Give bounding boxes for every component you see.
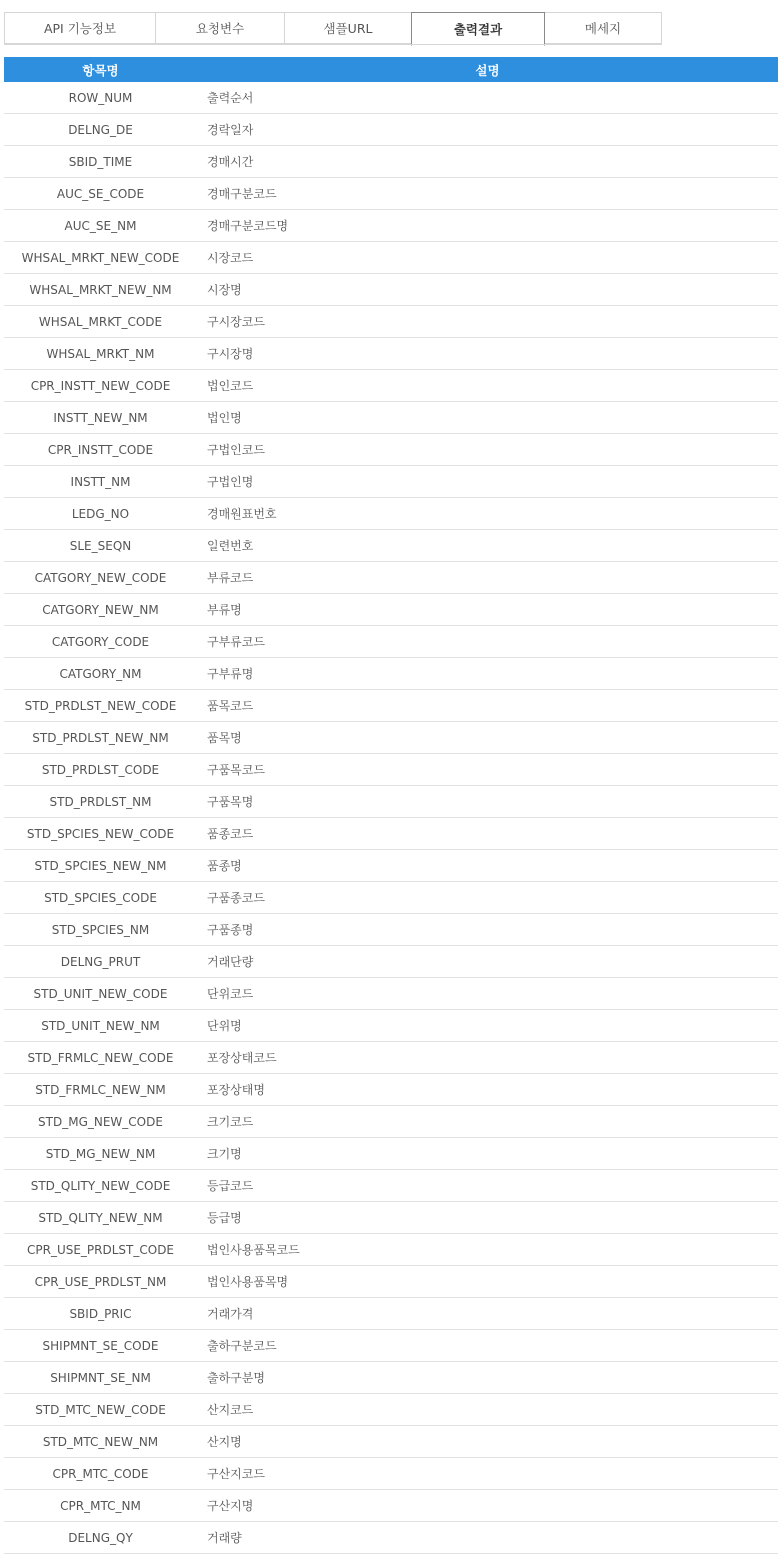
- tab-output-result[interactable]: 출력결과: [411, 12, 545, 46]
- description-cell: 구법인명: [207, 475, 254, 489]
- description-cell: 단위코드: [207, 987, 254, 1001]
- tab-message[interactable]: 메세지: [545, 12, 662, 44]
- description-cell: 구시장코드: [207, 315, 265, 329]
- description-cell: 등급코드: [207, 1179, 254, 1193]
- table-row: [4, 402, 778, 434]
- item-name-cell: STD_FRMLC_NEW_NM: [35, 1082, 166, 1097]
- table-row: [4, 1298, 778, 1330]
- description-cell: 포장상태코드: [207, 1051, 277, 1065]
- description-cell: 품목명: [207, 731, 242, 745]
- table-row: [4, 1490, 778, 1522]
- table-row: [4, 1074, 778, 1106]
- item-name-cell: STD_FRMLC_NEW_CODE: [27, 1050, 174, 1065]
- description-cell: 경매시간: [207, 155, 254, 169]
- item-name-cell: WHSAL_MRKT_NEW_NM: [29, 282, 172, 297]
- table-row: [4, 1042, 778, 1074]
- description-cell: 포장상태명: [207, 1083, 265, 1097]
- description-cell: 경매구분코드명: [207, 219, 289, 233]
- item-name-cell: DELNG_PRUT: [60, 954, 141, 969]
- table-row: [4, 1266, 778, 1298]
- description-cell: 부류코드: [207, 571, 254, 585]
- column-header-description: 설명: [475, 62, 500, 78]
- table-row: [4, 690, 778, 722]
- table-row: [4, 1202, 778, 1234]
- table-row: [4, 498, 778, 530]
- item-name-cell: STD_PRDLST_CODE: [41, 762, 160, 777]
- table-row: [4, 1458, 778, 1490]
- table-row: [4, 594, 778, 626]
- description-cell: 구법인코드: [207, 443, 265, 457]
- item-name-cell: CPR_MTC_NM: [60, 1498, 141, 1513]
- item-name-cell: CATGORY_CODE: [51, 634, 150, 649]
- table-row: [4, 146, 778, 178]
- item-name-cell: STD_UNIT_NEW_CODE: [33, 986, 168, 1001]
- item-name-cell: DELNG_DE: [68, 122, 133, 137]
- description-cell: 산지코드: [207, 1403, 254, 1417]
- description-cell: 구품목명: [207, 795, 254, 809]
- item-name-cell: STD_PRDLST_NEW_CODE: [24, 698, 177, 713]
- description-cell: 출하구분명: [207, 1371, 265, 1385]
- table-row: [4, 1106, 778, 1138]
- item-name-cell: SHIPMNT_SE_NM: [50, 1370, 151, 1385]
- table-row: [4, 658, 778, 690]
- table-row: [4, 1010, 778, 1042]
- description-cell: 출하구분코드: [207, 1339, 277, 1353]
- item-name-cell: STD_MTC_NEW_CODE: [35, 1402, 166, 1417]
- table-row: [4, 466, 778, 498]
- table-row: [4, 1362, 778, 1394]
- table-row: [4, 82, 778, 114]
- description-cell: 법인명: [207, 411, 242, 425]
- item-name-cell: INSTT_NM: [70, 474, 131, 489]
- item-name-cell: STD_QLITY_NEW_NM: [38, 1210, 163, 1225]
- item-name-cell: SBID_PRIC: [69, 1306, 132, 1321]
- table-body: [4, 82, 778, 1554]
- tab-api-info[interactable]: API 기능정보: [4, 12, 155, 44]
- description-cell: 산지명: [207, 1435, 242, 1449]
- table-row: [4, 242, 778, 274]
- tab-sample-url[interactable]: 샘플URL: [284, 12, 411, 44]
- description-cell: 크기명: [207, 1147, 242, 1161]
- description-cell: 구시장명: [207, 347, 254, 361]
- item-name-cell: WHSAL_MRKT_NEW_CODE: [21, 250, 180, 265]
- item-name-cell: STD_QLITY_NEW_CODE: [30, 1178, 171, 1193]
- description-cell: 법인코드: [207, 379, 254, 393]
- table-row: [4, 338, 778, 370]
- description-cell: 구품종명: [207, 923, 254, 937]
- table-row: [4, 1522, 778, 1554]
- description-cell: 구품목코드: [207, 763, 265, 777]
- item-name-cell: CATGORY_NEW_CODE: [34, 570, 167, 585]
- description-cell: 출력순서: [207, 91, 254, 105]
- item-name-cell: STD_PRDLST_NM: [49, 794, 152, 809]
- description-cell: 시장코드: [207, 251, 254, 265]
- description-cell: 구부류코드: [207, 635, 265, 649]
- description-cell: 크기코드: [207, 1115, 254, 1129]
- table-row: [4, 946, 778, 978]
- item-name-cell: CPR_MTC_CODE: [52, 1466, 149, 1481]
- tab-divider: [4, 44, 662, 45]
- description-cell: 품종코드: [207, 827, 254, 841]
- description-cell: 품종명: [207, 859, 242, 873]
- description-cell: 구품종코드: [207, 891, 265, 905]
- item-name-cell: WHSAL_MRKT_CODE: [38, 314, 163, 329]
- item-name-cell: CPR_USE_PRDLST_CODE: [26, 1242, 175, 1257]
- item-name-cell: STD_SPCIES_NEW_NM: [34, 858, 167, 873]
- description-cell: 거래단량: [207, 955, 254, 969]
- item-name-cell: SHIPMNT_SE_CODE: [42, 1338, 159, 1353]
- table-row: [4, 114, 778, 146]
- item-name-cell: AUC_SE_CODE: [56, 186, 145, 201]
- description-cell: 법인사용품목명: [207, 1275, 289, 1289]
- table-row: [4, 1394, 778, 1426]
- item-name-cell: CPR_INSTT_NEW_CODE: [30, 378, 171, 393]
- item-name-cell: SBID_TIME: [68, 154, 133, 169]
- item-name-cell: SLE_SEQN: [69, 538, 132, 553]
- description-cell: 품목코드: [207, 699, 254, 713]
- description-cell: 시장명: [207, 283, 242, 297]
- item-name-cell: DELNG_QY: [68, 1530, 133, 1545]
- item-name-cell: STD_PRDLST_NEW_NM: [32, 730, 169, 745]
- table-row: [4, 850, 778, 882]
- table-row: [4, 978, 778, 1010]
- description-cell: 일련번호: [207, 539, 254, 553]
- table-row: [4, 1330, 778, 1362]
- item-name-cell: CATGORY_NEW_NM: [42, 602, 159, 617]
- description-cell: 구부류명: [207, 667, 254, 681]
- tab-bar: [4, 12, 662, 45]
- table-row: [4, 306, 778, 338]
- item-name-cell: AUC_SE_NM: [64, 218, 137, 233]
- description-cell: 경락일자: [207, 123, 254, 137]
- item-name-cell: STD_MG_NEW_CODE: [38, 1114, 163, 1129]
- table-row: [4, 530, 778, 562]
- item-name-cell: CPR_USE_PRDLST_NM: [34, 1274, 167, 1289]
- description-cell: 경매구분코드: [207, 187, 277, 201]
- table-row: [4, 626, 778, 658]
- table-row: [4, 178, 778, 210]
- table-row: [4, 914, 778, 946]
- item-name-cell: INSTT_NEW_NM: [53, 410, 148, 425]
- table-row: [4, 370, 778, 402]
- description-cell: 거래가격: [207, 1307, 254, 1321]
- item-name-cell: LEDG_NO: [71, 506, 130, 521]
- tab-request-params[interactable]: 요청변수: [155, 12, 284, 44]
- table-row: [4, 274, 778, 306]
- table-row: [4, 434, 778, 466]
- item-name-cell: STD_SPCIES_NEW_CODE: [26, 826, 175, 841]
- table-row: [4, 1170, 778, 1202]
- description-cell: 거래량: [207, 1531, 242, 1545]
- table-row: [4, 1138, 778, 1170]
- table-row: [4, 786, 778, 818]
- item-name-cell: CPR_INSTT_CODE: [47, 442, 154, 457]
- table-row: [4, 210, 778, 242]
- item-name-cell: STD_MG_NEW_NM: [45, 1146, 156, 1161]
- description-cell: 등급명: [207, 1211, 242, 1225]
- table-row: [4, 1426, 778, 1458]
- table-row: [4, 882, 778, 914]
- table-header: [4, 57, 778, 82]
- table-row: [4, 754, 778, 786]
- description-cell: 경매원표번호: [207, 507, 277, 521]
- description-cell: 단위명: [207, 1019, 242, 1033]
- description-cell: 법인사용품목코드: [207, 1243, 300, 1257]
- item-name-cell: CATGORY_NM: [59, 666, 142, 681]
- table-row: [4, 722, 778, 754]
- table-row: [4, 1234, 778, 1266]
- item-name-cell: STD_UNIT_NEW_NM: [41, 1018, 160, 1033]
- description-cell: 구산지코드: [207, 1467, 265, 1481]
- table-row: [4, 818, 778, 850]
- column-header-item-name: 항목명: [82, 62, 119, 78]
- description-cell: 구산지명: [207, 1499, 254, 1513]
- description-cell: 부류명: [207, 603, 242, 617]
- item-name-cell: WHSAL_MRKT_NM: [46, 346, 155, 361]
- item-name-cell: STD_SPCIES_CODE: [44, 890, 157, 905]
- table-row: [4, 562, 778, 594]
- output-result-table: [4, 57, 778, 1554]
- item-name-cell: STD_MTC_NEW_NM: [42, 1434, 159, 1449]
- item-name-cell: STD_SPCIES_NM: [51, 922, 150, 937]
- item-name-cell: ROW_NUM: [68, 90, 133, 105]
